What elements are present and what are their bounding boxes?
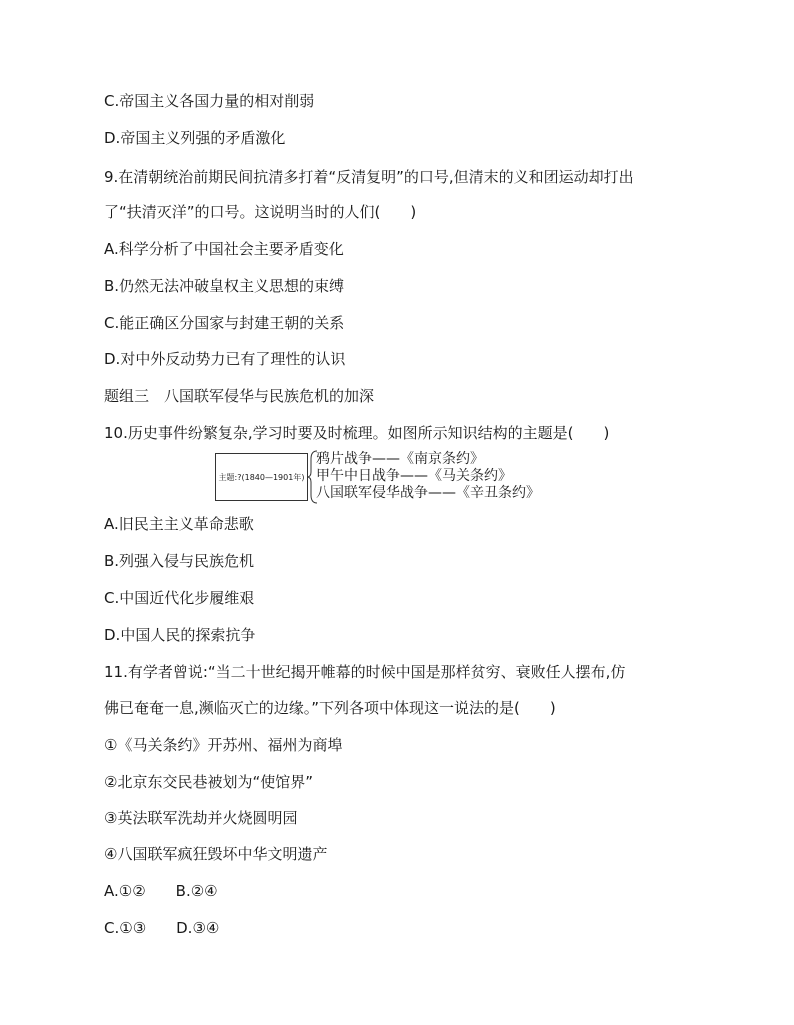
diagram-branch-opium-war: 鸦片战争——《南京条约》	[316, 451, 484, 467]
option-10c: C.中国近代化步履维艰	[104, 589, 255, 607]
options-11-ab: A.①② B.②④	[104, 882, 218, 900]
statement-11-2: ②北京东交民巷被划为“使馆界”	[104, 773, 313, 791]
option-8c: C.帝国主义各国力量的相对削弱	[104, 92, 315, 110]
option-9b: B.仍然无法冲破皇权主义思想的束缚	[104, 277, 345, 295]
question-9-line-2: 了“扶清灭洋”的口号。这说明当时的人们( )	[104, 203, 417, 221]
statement-11-3: ③英法联军洗劫并火烧圆明园	[104, 809, 298, 827]
diagram-branch-eight-nation-alliance: 八国联军侵华战争——《辛丑条约》	[316, 485, 540, 501]
question-10: 10.历史事件纷繁复杂,学习时要及时梳理。如图所示知识结构的主题是( )	[104, 424, 610, 442]
question-9-line-1: 9.在清朝统治前期民间抗清多打着“反清复明”的口号,但清末的义和团运动却打出	[104, 168, 634, 186]
option-10b: B.列强入侵与民族危机	[104, 552, 255, 570]
option-9a: A.科学分析了中国社会主要矛盾变化	[104, 240, 344, 258]
options-11-cd: C.①③ D.③④	[104, 919, 220, 937]
option-10d: D.中国人民的探索抗争	[104, 626, 256, 644]
group-heading: 题组三 八国联军侵华与民族危机的加深	[104, 387, 375, 405]
diagram-branch-sino-japanese-war: 甲午中日战争——《马关条约》	[316, 468, 512, 484]
option-9c: C.能正确区分国家与封建王朝的关系	[104, 314, 345, 332]
statement-11-4: ④八国联军疯狂毁坏中华文明遗产	[104, 845, 328, 863]
option-8d: D.帝国主义列强的矛盾激化	[104, 129, 286, 147]
diagram-topic-box	[215, 453, 308, 501]
statement-11-1: ①《马关条约》开苏州、福州为商埠	[104, 736, 343, 754]
question-11-line-2: 佛已奄奄一息,濒临灭亡的边缘。”下列各项中体现这一说法的是( )	[104, 699, 556, 717]
question-11-line-1: 11.有学者曾说:“当二十世纪揭开帷幕的时候中国是那样贫穷、衰败任人摆布,仿	[104, 663, 626, 681]
option-9d: D.对中外反动势力已有了理性的认识	[104, 350, 346, 368]
option-10a: A.旧民主主义革命悲歌	[104, 515, 254, 533]
diagram-topic-label: 主题:?(1840—1901年)	[218, 472, 305, 482]
